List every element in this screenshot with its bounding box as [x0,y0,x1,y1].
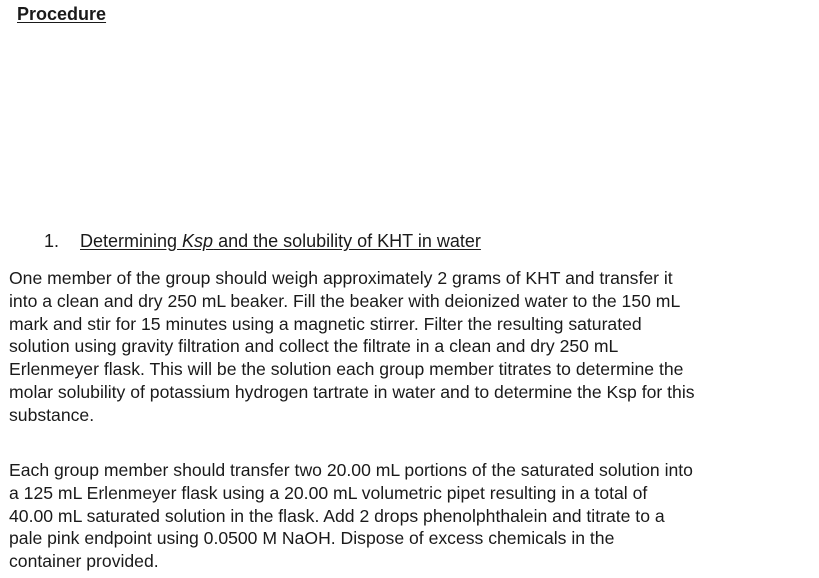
paragraph-line: 40.00 mL saturated solution in the flask. Add 2 drops phenolphthalein and titrate to a [9,505,665,526]
section-title-prefix: Determining [80,231,183,251]
section-number: 1. [44,231,60,251]
paragraph-line: molar solubility of potassium hydrogen tartrate in water and to determine the Ksp for this [9,381,695,402]
paragraph-titration [9,459,693,573]
paragraph-line: a 125 mL Erlenmeyer flask using a 20.00 mL volumetric pipet resulting in a total of [9,482,648,503]
section-title-suffix: and the solubility of KHT in water [213,231,481,251]
paragraph-kht-preparation [9,267,695,427]
section-heading [44,231,481,252]
paragraph-line: substance. [9,404,95,425]
page-heading: Procedure [17,4,107,24]
paragraph-line: pale pink endpoint using 0.0500 M NaOH. Dispose of excess chemicals in the [9,528,615,549]
paragraph-line: into a clean and dry 250 mL beaker. Fill the beaker with deionized water to the 150 mL [9,290,681,311]
section-title-ksp: Ksp [182,231,214,251]
paragraph-line: Each group member should transfer two 20.00 mL portions of the saturated solution into [9,460,693,480]
paragraph-line: One member of the group should weigh approximately 2 grams of KHT and transfer it [9,268,673,288]
section-title [80,231,481,251]
paragraph-line: container provided. [9,551,159,572]
paragraph-line: solution using gravity filtration and collect the filtrate in a clean and dry 250 mL [9,336,619,357]
paragraph-line: mark and stir for 15 minutes using a magnetic stirrer. Filter the resulting saturated [9,313,642,334]
paragraph-line: Erlenmeyer flask. This will be the solution each group member titrates to determine the [9,359,684,380]
